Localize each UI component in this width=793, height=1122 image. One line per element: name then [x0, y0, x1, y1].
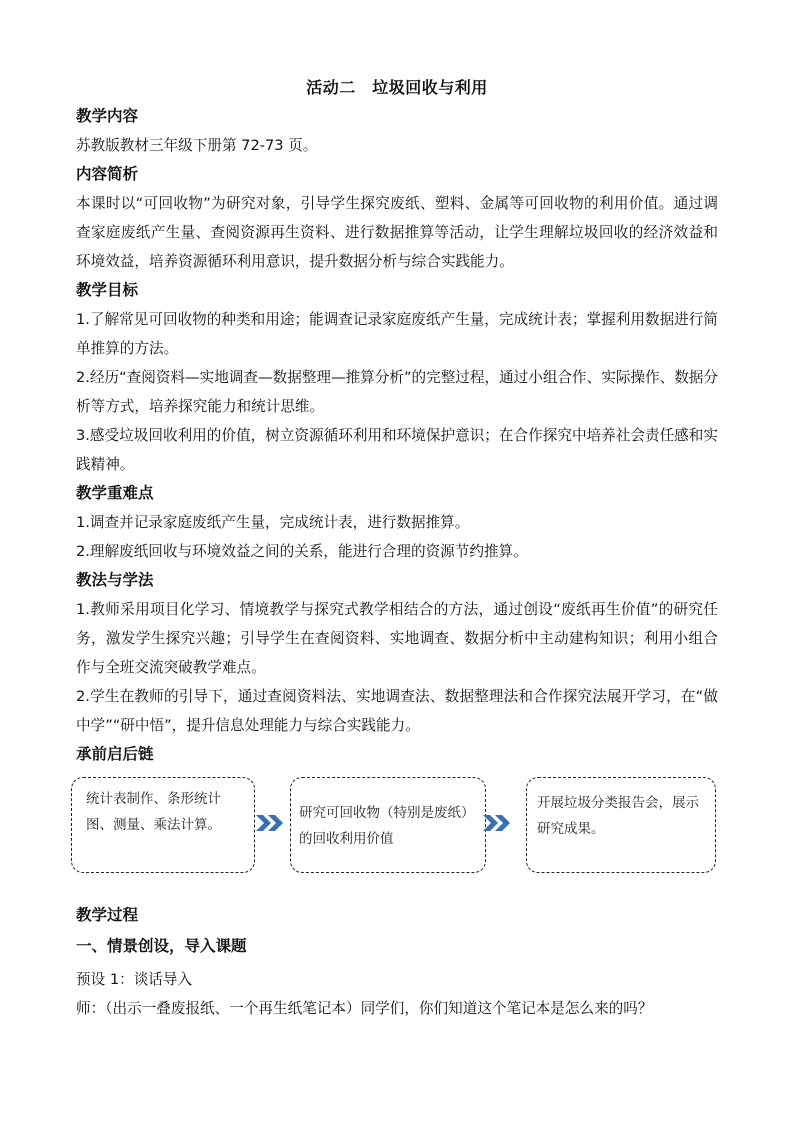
chain-box-current: 研究可回收物（特别是废纸）的回收利用价值 [290, 777, 486, 873]
section-heading-chain: 承前启后链 [76, 745, 154, 763]
section-heading-goals: 教学目标 [76, 281, 139, 299]
key-point-item: 1.调查并记录家庭废纸产生量，完成统计表，进行数据推算。 [76, 514, 470, 531]
document-page [76, 74, 718, 1023]
process-subheading: 一、情景创设，导入课题 [76, 937, 247, 955]
page-title: 活动二 垃圾回收与利用 [306, 78, 488, 97]
method-item: 2.学生在教师的引导下，通过查阅资料法、实地调查法、数据整理法和合作探究法展开学习，在“做中学”“研中悟”，提升信息处理能力与综合实践能力。 [76, 688, 718, 734]
content-text: 苏教版教材三年级下册第 72-73 页。 [76, 137, 318, 154]
key-point-item: 2.理解废纸回收与环境效益之间的关系，能进行合理的资源节约推算。 [76, 543, 528, 560]
method-item: 1.教师采用项目化学习、情境教学与探究式教学相结合的方法，通过创设“废纸再生价值”的研究任务，激发学生探究兴趣；引导学生在查阅资料、实地调查、数据分析中主动建构知识；利用小组合作与全班交流突破教学难点。 [76, 601, 718, 676]
goal-item: 2.经历“查阅资料—实地调查—数据整理—推算分析”的完整过程，通过小组合作、实际操作、数据分析等方式，培养探究能力和统计思维。 [76, 369, 718, 415]
goal-item: 1.了解常见可回收物的种类和用途；能调查记录家庭废纸产生量，完成统计表；掌握利用数据进行简单推算的方法。 [76, 311, 718, 357]
double-chevron-right-icon [256, 815, 286, 831]
preset-label: 预设 1：谈话导入 [76, 971, 193, 988]
chain-box-next: 开展垃圾分类报告会，展示研究成果。 [526, 777, 716, 873]
section-heading-content: 教学内容 [76, 107, 139, 125]
double-chevron-right-icon [483, 815, 513, 831]
section-heading-process: 教学过程 [76, 906, 139, 924]
teacher-dialogue: 师：（出示一叠废报纸、一个再生纸笔记本）同学们，你们知道这个笔记本是怎么来的吗？ [76, 1000, 653, 1017]
flow-chain [76, 777, 718, 885]
chain-box-prior: 统计表制作、条形统计图、测量、乘法计算。 [71, 777, 255, 873]
section-heading-key-points: 教学重难点 [76, 484, 154, 502]
section-heading-summary: 内容简析 [76, 165, 139, 183]
summary-text: 本课时以“可回收物”为研究对象，引导学生探究废纸、塑料、金属等可回收物的利用价值。通过调查家庭废纸产生量、查阅资源再生资料、进行数据推算等活动，让学生理解垃圾回收的经济效益和环境效益，培养资源循环利用意识，提升数据分析与综合实践能力。 [76, 195, 718, 270]
section-heading-methods: 教法与学法 [76, 571, 154, 589]
goal-item: 3.感受垃圾回收利用的价值，树立资源循环利用和环境保护意识；在合作探究中培养社会责任感和实践精神。 [76, 427, 718, 473]
